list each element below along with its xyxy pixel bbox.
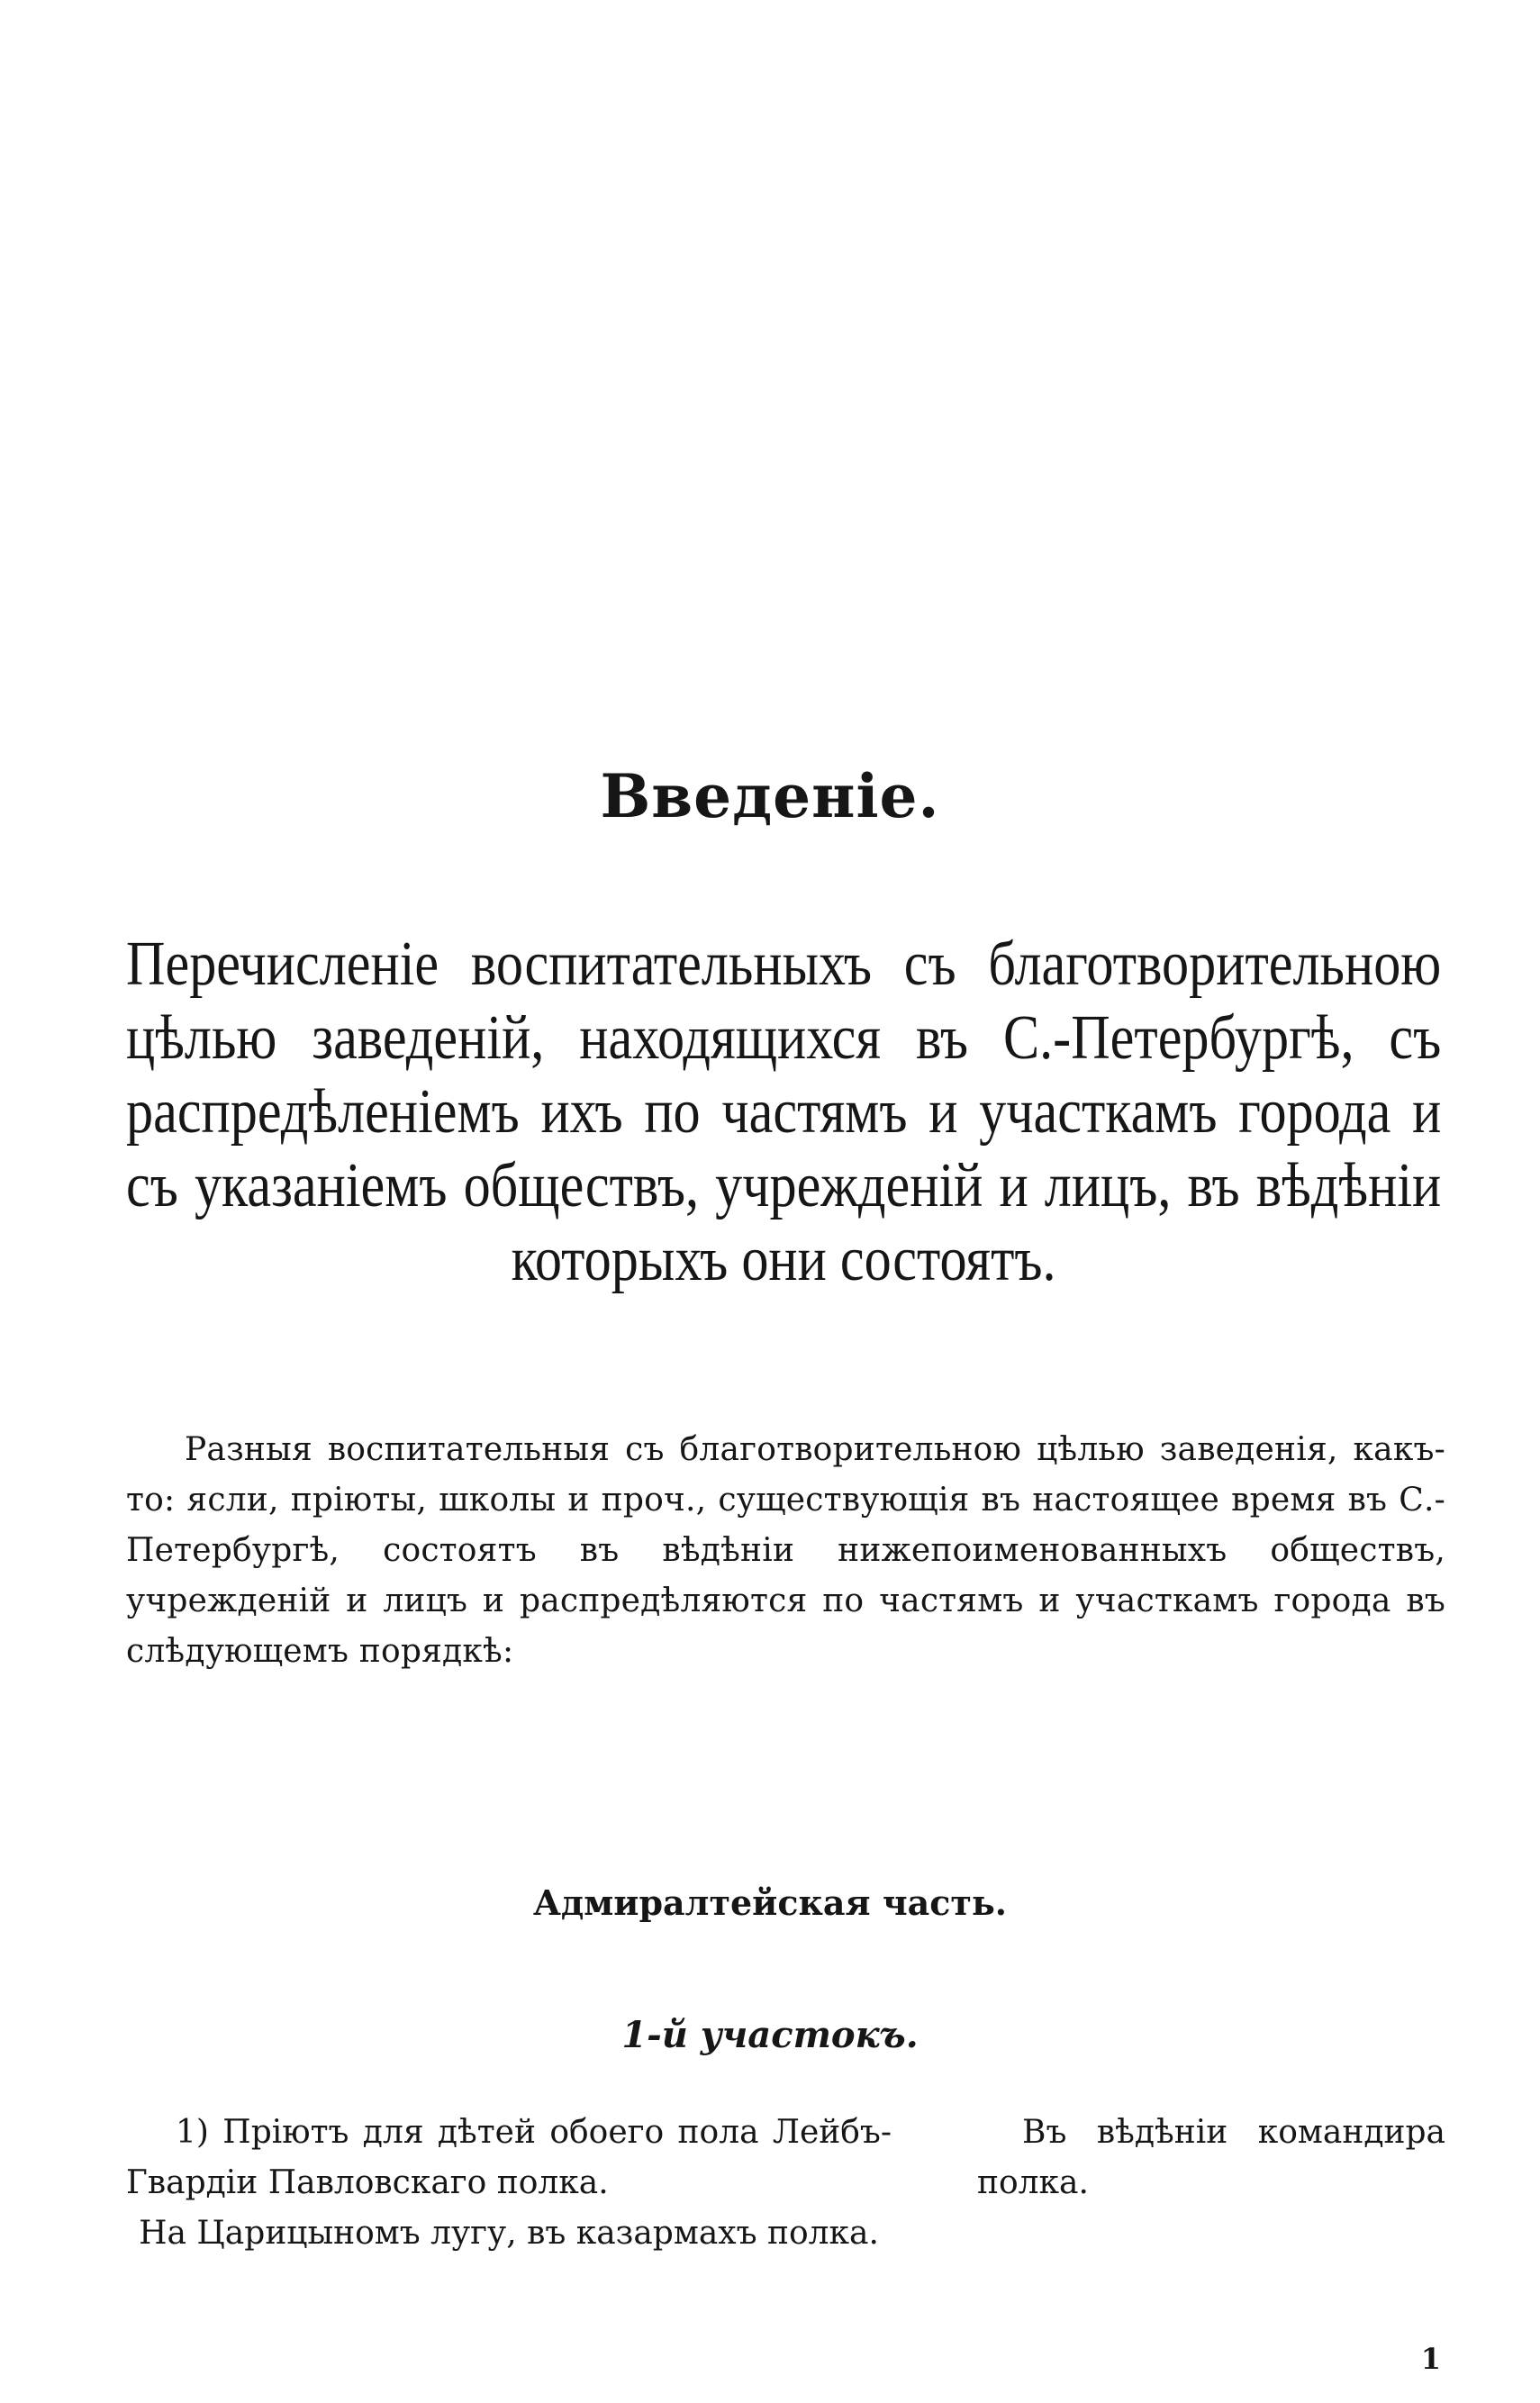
subsection-heading: 1-й участокъ. (621, 2014, 919, 2056)
entry-administration: Въ вѣдѣнiи командира полка. (977, 2114, 1445, 2201)
entry-address: На Царицыномъ лугу, въ казармахъ полка. (139, 2215, 879, 2252)
chapter-subtitle: Перечисленiе воспитательныхъ съ благотворительною цѣлью заведенiй, находящихся въ С.-Петербургѣ, съ распредѣленiемъ ихъ по частямъ и участкамъ города и съ указанiемъ обществъ, учрежденiй и лицъ, въ вѣдѣнiи которыхъ они состоятъ. (126, 929, 1442, 1294)
section-heading: Адмиралтейская часть. (532, 1882, 1007, 1923)
page-title: Введенiе. (600, 761, 940, 831)
entry-text: 1) Прiютъ для дѣтей обоего пола Лейбъ-Гвардiи Павловскаго полка. (126, 2114, 892, 2201)
entry-description (126, 2108, 892, 2259)
intro-paragraph: Разныя воспитательныя съ благотворительною цѣлью заведенiя, какъ-то: ясли, прiюты, школы и проч., существующiя въ настоящее время въ С.-Петербургѣ, состоятъ въ вѣдѣнiи нижепоименованныхъ обществъ, учрежденiй и лицъ и распредѣляются по частямъ и участкамъ города въ слѣдующемъ порядкѣ: (126, 1431, 1445, 1670)
page-number: 1 (1420, 2342, 1441, 2376)
